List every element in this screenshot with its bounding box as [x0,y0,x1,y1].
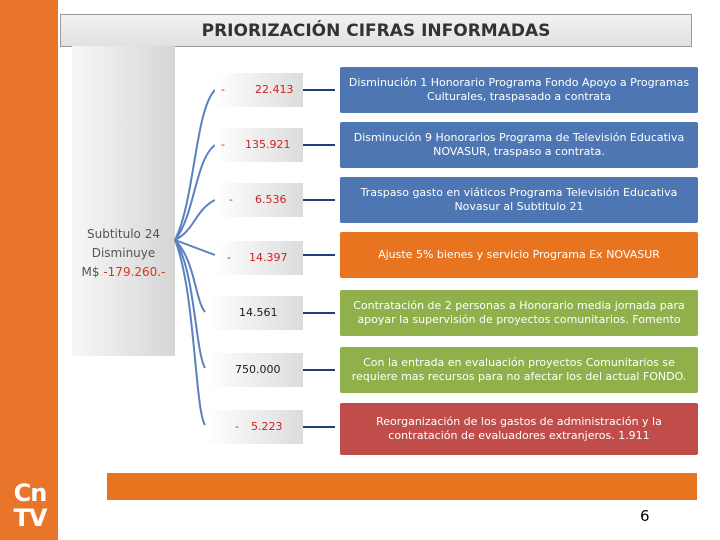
description-text: Contratación de 2 personas a Honorario media jornada para apoyar la supervisión de proyectos comunitarios. Fomento [353,299,685,326]
bracket-line-3 [175,200,215,240]
amount-value: 6.536 [255,193,287,206]
amount-value: 22.413 [255,83,294,96]
description-text: Disminución 1 Honorario Programa Fondo Apoyo a Programas Culturales, traspasado a contrata [348,76,690,103]
description-box-7 [340,403,698,455]
amount-value: -179.260.- [103,265,166,279]
description-box-3 [340,177,698,223]
amount-value: 5.223 [251,420,283,433]
left-label-line1: Subtitulo 24 [87,227,160,241]
description-box-1 [340,67,698,113]
amount-value: 750.000 [235,363,281,376]
page-title: PRIORIZACIÓN CIFRAS INFORMADAS [201,20,551,41]
bottom-bar [107,473,697,500]
description-text: Disminución 9 Honorarios Programa de Televisión Educativa NOVASUR, traspaso a contrata. [353,131,685,158]
amount-dash: - [227,251,231,264]
description-text: Traspaso gasto en viáticos Programa Televisión Educativa Novasur al Subtitulo 21 [360,186,678,213]
description-text: Ajuste 5% bienes y servicio Programa Ex NOVASUR [378,248,660,261]
amount-value: 14.561 [239,306,278,319]
description-box-6 [340,347,698,393]
description-text: Reorganización de los gastos de administración y la contratación de evaluadores extranjeros. 1.911 [376,415,662,442]
amount-box-6 [207,353,303,387]
amount-box-4 [215,241,303,275]
description-text: Con la entrada en evaluación proyectos Comunitarios se requiere mas recursos para no afectar los del actual FONDO. [351,356,687,383]
bracket-line-1 [175,90,215,240]
amount-value: 14.397 [249,251,288,264]
amount-value: 135.921 [245,138,291,151]
logo-line-2: TV [13,504,47,532]
amount-box-2 [215,128,303,162]
amount-box-7 [207,410,303,444]
amount-box-1 [215,73,303,107]
amount-dash: - [235,420,239,433]
amount-dash: - [221,83,225,96]
description-box-2 [340,122,698,168]
left-label-line2: Disminuye [91,246,156,260]
description-box-5 [340,290,698,336]
amount-box-3 [215,183,303,217]
description-box-4 [340,232,698,278]
amount-prefix: M$ [81,265,104,279]
amount-dash: - [229,193,233,206]
page-number: 6 [640,507,650,525]
amount-dash: - [221,138,225,151]
amount-box-5 [207,296,303,330]
logo-line-1: Cn [13,479,47,507]
